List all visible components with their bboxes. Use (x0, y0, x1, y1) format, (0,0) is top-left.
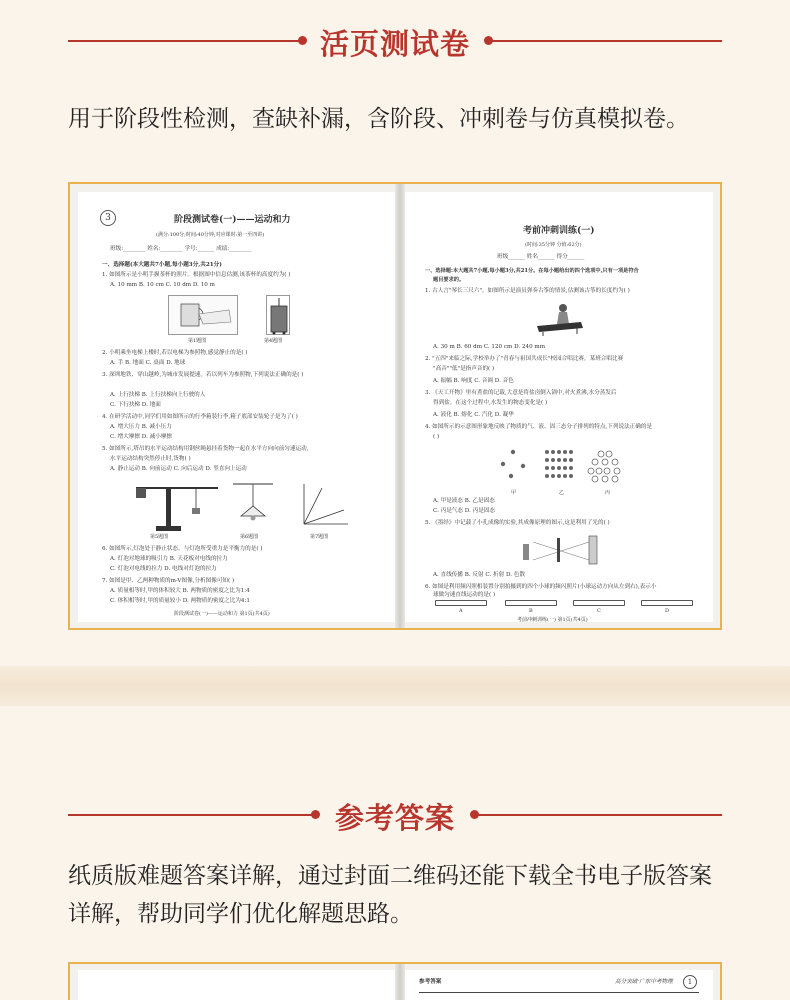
answer-header-left: 参考答案 (419, 979, 442, 985)
question-7-options-b: C. 体积相等时,甲的质量较小 D. 两物质的密度之比为4:1 (110, 598, 250, 604)
fig-label-bing: 丙 (605, 490, 611, 496)
strobe-option-a (435, 600, 487, 606)
practice-question-6: 6. 如图是利用频闪照相装置分别拍摄到的四个小球的频闪照片(小球运动方向从左到右),表示小 (425, 584, 657, 590)
question-4-options-a: A. 增大压力 B. 减小压力 (110, 424, 172, 430)
guzheng-figure (533, 302, 585, 338)
practice-question-3-cont: 得到盐。在这个过程中,水发生的物态变化是( ) (433, 400, 548, 406)
test-meta: (满分:100分;时间:40分钟;对应课时:第一至四讲) (156, 232, 265, 238)
book-spine (395, 964, 405, 1000)
answer-left-page (78, 970, 395, 1000)
section-description: 纸质版难题答案详解，通过封面二维码还能下载全书电子版答案详解，帮助同学们优化解题思路。 (68, 863, 712, 927)
molecule-diagram-icon (495, 444, 635, 488)
mass-volume-graph (296, 480, 352, 532)
right-page-footer: 考前冲刺训练(一) 第1页(共4页) (517, 617, 588, 622)
fig-label-yi: 乙 (559, 490, 565, 496)
fig5-caption: 第5题图 (150, 534, 169, 540)
m-v-graph-icon (296, 480, 352, 532)
practice-section-label: 一、选择题:本大题共7小题,每小题3分,共21分。在每小题给出的四个选项中,只有一项是符合 (425, 268, 639, 274)
practice-question-2-options: A. 振幅 B. 响度 C. 音调 D. 音色 (433, 378, 514, 384)
divider-band (0, 666, 790, 706)
practice-question-3: 3. 《天工开物》里有煮盐的记载,大意是将盐卤倒入锅中,对火煮沸,水分蒸发后 (425, 390, 617, 396)
student-fields: 班级:________ 姓名:________ 学号:______ 成绩:________ (110, 246, 252, 252)
practice-question-4-cont: ( ) (433, 434, 440, 440)
fig4-caption: 第4题图 (264, 338, 283, 344)
practice-question-4-options-a: A. 甲是液态 B. 乙是固态 (433, 498, 495, 504)
strobe-label-d: D (665, 608, 670, 614)
practice-question-4: 4. 如图所示的示意图形象地反映了物质的气、液、固三态分子排列的特点,下列说法正确的是 (425, 424, 653, 430)
section-description: 用于阶段性检测，查缺补漏，含阶段、冲刺卷与仿真模拟卷。 (68, 106, 689, 132)
question-1: 1. 如图所示是小明手握茶杯的照片。根据图中信息估测,该茶杯的高度约为( ) (102, 272, 291, 278)
question-7: 7. 如图是甲、乙两种物质的m-V图像,分析图像可知( ) (102, 578, 235, 584)
book-spine (395, 184, 405, 628)
answer-page-number: 1 (683, 975, 697, 989)
question-3-options-b: C. 下行扶梯 D. 地面 (110, 402, 161, 408)
section-title: 活页测试卷 (319, 27, 470, 61)
practice-question-6-cont: 球做匀速直线运动的是( ) (433, 592, 496, 598)
question-5-options: A. 静止运动 B. 向前运动 C. 向后运动 D. 竖直向上运动 (110, 466, 247, 472)
practice-question-5-options: A. 直线传播 B. 反射 C. 折射 D. 色散 (433, 572, 526, 578)
question-5: 5. 如图所示,塔吊的水平运动结构用钢丝绳悬挂着货物一起在水平方向向前匀速运动, (102, 446, 309, 452)
section-label: 一、选择题(本大题共7小题,每小题3分,共21分) (102, 262, 222, 268)
section-title: 参考答案 (334, 801, 455, 835)
practice-question-5: 5. 《墨经》中记载了小孔成像的实验,其成像原理的图示,这是利用了光的( ) (425, 520, 610, 526)
strobe-option-b (505, 600, 557, 606)
crane-figure (126, 480, 222, 532)
molecule-states-figure (495, 444, 635, 488)
sample-book-image (68, 182, 722, 630)
fig1-caption: 第1题图 (188, 338, 207, 344)
fig6-caption: 第6题图 (240, 534, 259, 540)
answer-book-image (68, 962, 722, 1000)
practice-meta: (时间:35分钟 分值:62分) (525, 242, 582, 248)
section-header-worksheets (0, 16, 790, 66)
question-2-options: A. 手 B. 地面 C. 桌面 D. 地球 (110, 360, 186, 366)
practice-question-2: 2. "五四"来临之际,学校举办了"青春与祖国共成长"校园合唱比赛。某班合唱比赛 (425, 356, 624, 362)
practice-question-3-options: A. 液化 B. 熔化 C. 汽化 D. 凝华 (433, 412, 514, 418)
question-6: 6. 如图所示,灯泡处于静止状态。与灯泡所受重力是平衡力的是( ) (102, 546, 263, 552)
practice-question-1: 1. 古人言"琴长三尺六"。如图所示是演员弹奏古筝的情景,估测该古筝的长度约为( ) (425, 288, 630, 294)
luggage-figure (266, 295, 290, 335)
question-4: 4. 在研学活动中,同学们用如图所示的行李箱装行李,箱子底部安装轮子是为了( ) (102, 414, 298, 420)
question-4-options-b: C. 增大摩擦 D. 减小摩擦 (110, 434, 173, 440)
crane-icon (126, 480, 222, 532)
practice-section-label-cont: 题目要求的。 (433, 277, 465, 283)
suitcase-icon (267, 296, 291, 336)
strobe-option-d (641, 600, 693, 606)
practice-title: 考前冲刺训练(一) (523, 226, 595, 236)
question-1-options: A. 10 mm B. 10 cm C. 10 dm D. 10 m (110, 282, 215, 288)
question-6-options-a: A. 灯泡对地球的吸引力 B. 天花板对电线的拉力 (110, 556, 228, 562)
question-6-options-b: C. 灯泡对电线的拉力 D. 电线对灯泡的拉力 (110, 566, 217, 572)
practice-question-1-options: A. 30 m B. 60 dm C. 120 cm D. 240 mm (433, 344, 546, 350)
header-divider-right (490, 40, 722, 42)
pinhole-camera-icon (513, 532, 603, 566)
answer-right-page (405, 970, 713, 1000)
guzheng-player-icon (533, 302, 585, 338)
practice-fields: 班级______ 姓名______ 得分______ (497, 254, 585, 260)
header-divider-right (476, 814, 722, 816)
right-page-sprint-practice (405, 192, 713, 622)
question-3: 3. 深圳地铁、穿山越岭,为城市发展提速。若以列车为参照物,下列说法正确的是( ) (102, 372, 304, 378)
strobe-label-c: C (597, 608, 601, 614)
question-7-options-a: A. 质量相等时,甲的体积较大 B. 两物质的密度之比为1:4 (110, 588, 250, 594)
strobe-label-a: A (459, 608, 463, 614)
question-2: 2. 小明乘坐电梯上楼时,若以电梯为参照物,感觉静止的是( ) (102, 350, 248, 356)
left-page-stage-test (78, 192, 395, 622)
strobe-label-b: B (529, 608, 533, 614)
cup-hand-icon (169, 296, 239, 336)
practice-question-4-options-b: C. 丙是气态 D. 丙是固态 (433, 508, 496, 514)
pinhole-figure (513, 532, 603, 566)
section-header-answers (0, 790, 790, 840)
question-5-cont: 水平运动结构突然停止时,货物( ) (110, 456, 191, 462)
strobe-option-c (573, 600, 625, 606)
cup-figure (168, 295, 238, 335)
test-title: 阶段测试卷(一)——运动和力 (174, 215, 291, 225)
lamp-icon (228, 480, 278, 532)
left-page-footer: 阶段测试卷(一)——运动和力 第1页(共4页) (174, 611, 270, 617)
lamp-figure (228, 480, 278, 532)
fig7-caption: 第7题图 (310, 534, 329, 540)
answer-header-rule (419, 992, 699, 993)
fig-label-jia: 甲 (511, 490, 517, 496)
answer-header-right: 高分突破·广东中考物理 (615, 979, 673, 985)
practice-question-2-cont: "高音""低"是指声音的( ) (433, 366, 495, 372)
page-badge: 3 (100, 210, 116, 226)
question-3-options-a: A. 上行扶梯 B. 上行扶梯向上行驶的人 (110, 392, 206, 398)
